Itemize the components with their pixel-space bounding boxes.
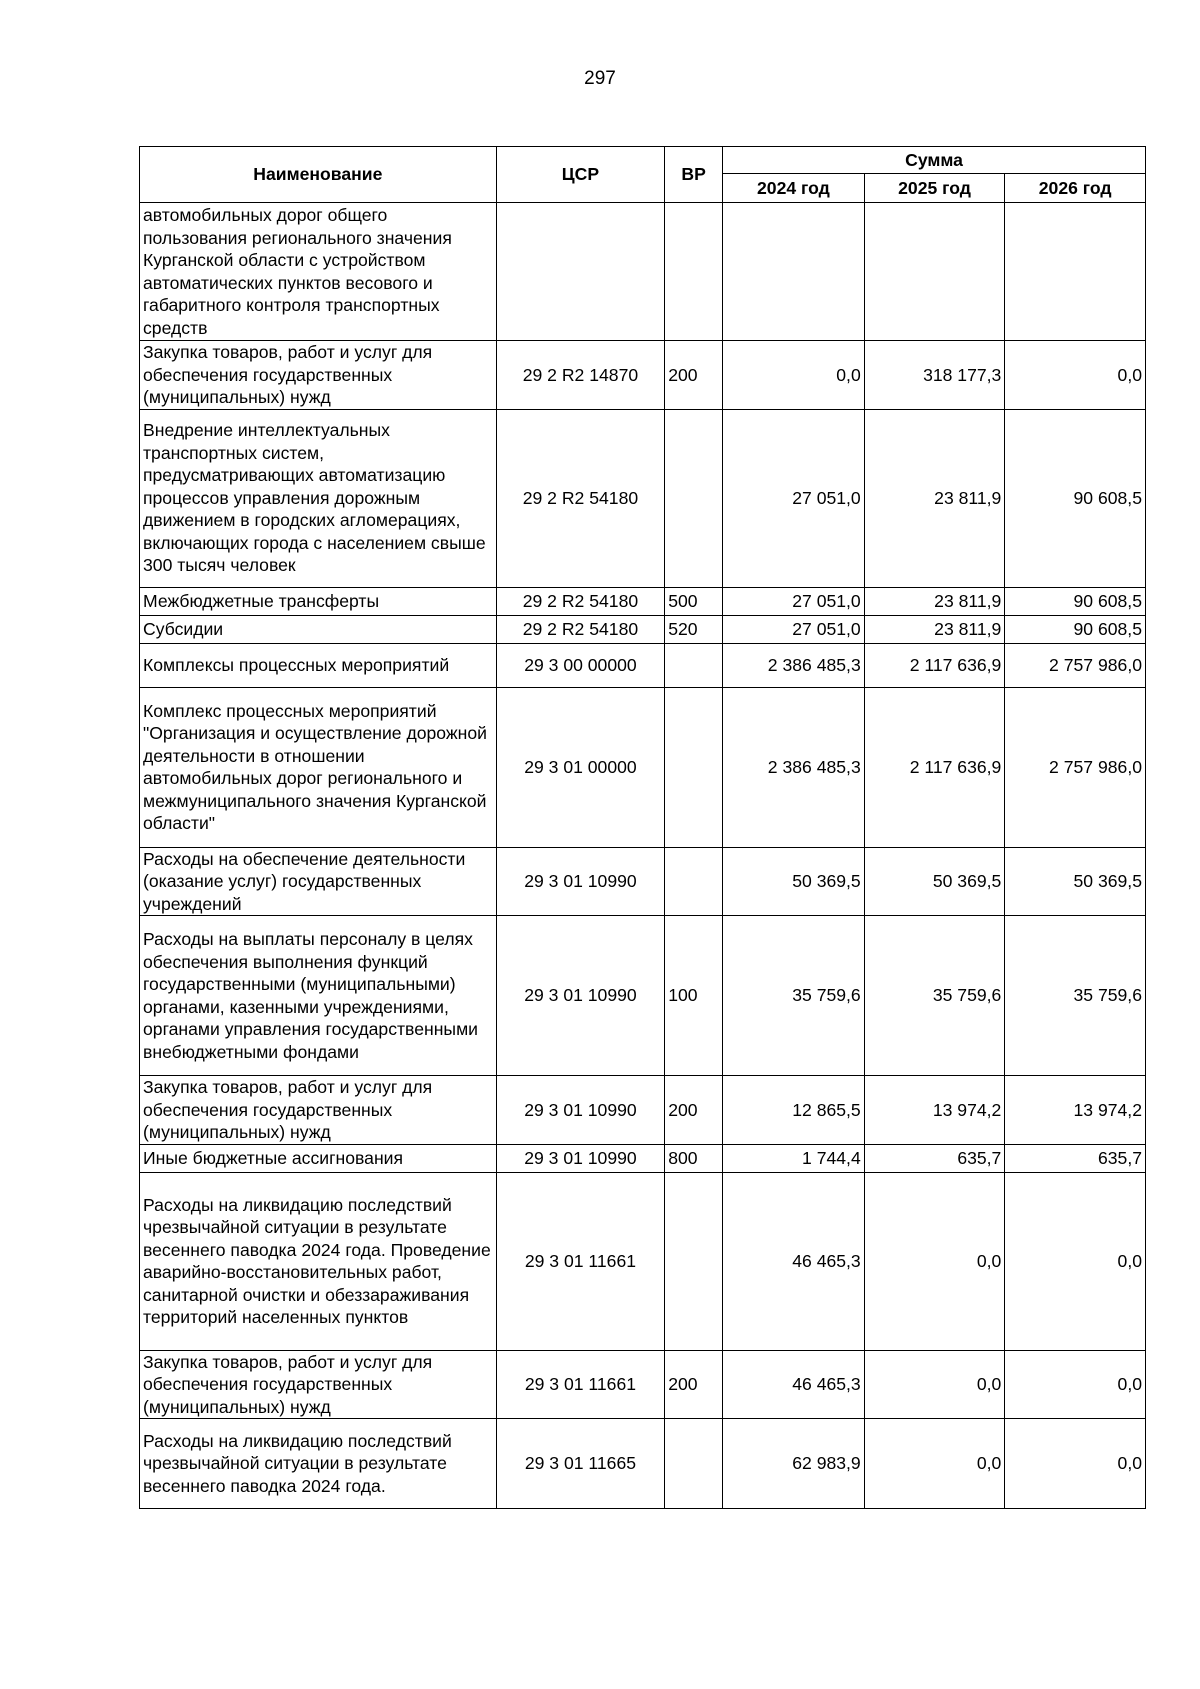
cell-2025: 23 811,9 bbox=[864, 409, 1005, 587]
cell-2025: 635,7 bbox=[864, 1144, 1005, 1172]
cell-2024: 2 386 485,3 bbox=[723, 687, 865, 847]
cell-2024: 46 465,3 bbox=[723, 1350, 865, 1419]
cell-2024: 1 744,4 bbox=[723, 1144, 865, 1172]
cell-csr: 29 2 R2 14870 bbox=[496, 341, 665, 410]
table-row bbox=[140, 1076, 1146, 1145]
table-row bbox=[140, 1419, 1146, 1509]
table-row bbox=[140, 847, 1146, 916]
table-row bbox=[140, 687, 1146, 847]
cell-vr: 200 bbox=[665, 341, 723, 410]
cell-2024: 27 051,0 bbox=[723, 409, 865, 587]
budget-table bbox=[139, 146, 1146, 1509]
cell-2026: 2 757 986,0 bbox=[1005, 687, 1146, 847]
cell-2025: 0,0 bbox=[864, 1172, 1005, 1350]
cell-2025: 0,0 bbox=[864, 1419, 1005, 1509]
cell-csr: 29 3 00 00000 bbox=[496, 643, 665, 687]
cell-2026: 35 759,6 bbox=[1005, 916, 1146, 1076]
cell-2025: 13 974,2 bbox=[864, 1076, 1005, 1145]
cell-2026: 0,0 bbox=[1005, 1172, 1146, 1350]
cell-2024: 46 465,3 bbox=[723, 1172, 865, 1350]
cell-2024: 62 983,9 bbox=[723, 1419, 865, 1509]
cell-vr: 100 bbox=[665, 916, 723, 1076]
cell-vr bbox=[665, 409, 723, 587]
cell-2025: 50 369,5 bbox=[864, 847, 1005, 916]
cell-2025: 318 177,3 bbox=[864, 341, 1005, 410]
cell-2026: 90 608,5 bbox=[1005, 409, 1146, 587]
cell-csr: 29 3 01 11661 bbox=[496, 1172, 665, 1350]
cell-name: Расходы на выплаты персоналу в целях обеспечения выполнения функций государственными (муниципальными) органами, казенными учреждениями, органами управления государственными внебюджетными фондами bbox=[140, 916, 497, 1076]
header-sum: Сумма bbox=[723, 147, 1146, 174]
cell-vr: 200 bbox=[665, 1076, 723, 1145]
cell-csr bbox=[496, 203, 665, 341]
cell-name: Субсидии bbox=[140, 615, 497, 643]
cell-csr: 29 2 R2 54180 bbox=[496, 409, 665, 587]
cell-vr: 520 bbox=[665, 615, 723, 643]
cell-csr: 29 3 01 11661 bbox=[496, 1350, 665, 1419]
cell-vr bbox=[665, 203, 723, 341]
cell-csr: 29 2 R2 54180 bbox=[496, 615, 665, 643]
cell-name: автомобильных дорог общего пользования регионального значения Курганской области с устройством автоматических пунктов весового и габаритного контроля транспортных средств bbox=[140, 203, 497, 341]
table-row bbox=[140, 341, 1146, 410]
cell-2025: 0,0 bbox=[864, 1350, 1005, 1419]
table-row bbox=[140, 1144, 1146, 1172]
cell-2025: 35 759,6 bbox=[864, 916, 1005, 1076]
cell-vr: 800 bbox=[665, 1144, 723, 1172]
cell-2024: 0,0 bbox=[723, 341, 865, 410]
cell-csr: 29 3 01 10990 bbox=[496, 1076, 665, 1145]
table-row bbox=[140, 587, 1146, 615]
cell-vr bbox=[665, 643, 723, 687]
table-row bbox=[140, 643, 1146, 687]
cell-2026: 90 608,5 bbox=[1005, 615, 1146, 643]
cell-name: Расходы на обеспечение деятельности (оказание услуг) государственных учреждений bbox=[140, 847, 497, 916]
table-row bbox=[140, 1172, 1146, 1350]
cell-name: Расходы на ликвидацию последствий чрезвычайной ситуации в результате весеннего паводка 2024 года. Проведение аварийно-восстановительных работ, санитарной очистки и обеззараживания территорий населенных пунктов bbox=[140, 1172, 497, 1350]
cell-name: Иные бюджетные ассигнования bbox=[140, 1144, 497, 1172]
cell-2024: 50 369,5 bbox=[723, 847, 865, 916]
table-row bbox=[140, 203, 1146, 341]
cell-csr: 29 2 R2 54180 bbox=[496, 587, 665, 615]
cell-name: Закупка товаров, работ и услуг для обеспечения государственных (муниципальных) нужд bbox=[140, 1350, 497, 1419]
cell-vr bbox=[665, 1172, 723, 1350]
cell-vr: 500 bbox=[665, 587, 723, 615]
page-number: 297 bbox=[584, 68, 616, 89]
table-row bbox=[140, 409, 1146, 587]
cell-2025: 2 117 636,9 bbox=[864, 687, 1005, 847]
cell-2026: 0,0 bbox=[1005, 1350, 1146, 1419]
cell-name: Межбюджетные трансферты bbox=[140, 587, 497, 615]
cell-name: Комплексы процессных мероприятий bbox=[140, 643, 497, 687]
cell-name: Внедрение интеллектуальных транспортных систем, предусматривающих автоматизацию процессов управления дорожным движением в городских агломерациях, включающих города с населением свыше 300 тысяч человек bbox=[140, 409, 497, 587]
cell-2024: 27 051,0 bbox=[723, 587, 865, 615]
cell-name: Расходы на ликвидацию последствий чрезвычайной ситуации в результате весеннего паводка 2024 года. bbox=[140, 1419, 497, 1509]
cell-2026: 0,0 bbox=[1005, 341, 1146, 410]
table-row bbox=[140, 916, 1146, 1076]
header-year-2024: 2024 год bbox=[723, 174, 865, 203]
header-year-2025: 2025 год bbox=[864, 174, 1005, 203]
cell-vr: 200 bbox=[665, 1350, 723, 1419]
cell-2026: 50 369,5 bbox=[1005, 847, 1146, 916]
cell-2025: 23 811,9 bbox=[864, 587, 1005, 615]
cell-csr: 29 3 01 11665 bbox=[496, 1419, 665, 1509]
cell-name: Комплекс процессных мероприятий "Организация и осуществление дорожной деятельности в отношении автомобильных дорог регионального и межмуниципального значения Курганской области" bbox=[140, 687, 497, 847]
cell-name: Закупка товаров, работ и услуг для обеспечения государственных (муниципальных) нужд bbox=[140, 341, 497, 410]
header-csr: ЦСР bbox=[496, 147, 665, 203]
table-row bbox=[140, 1350, 1146, 1419]
table-body bbox=[140, 203, 1146, 1509]
cell-2026: 0,0 bbox=[1005, 1419, 1146, 1509]
cell-2025: 23 811,9 bbox=[864, 615, 1005, 643]
cell-csr: 29 3 01 10990 bbox=[496, 916, 665, 1076]
cell-vr bbox=[665, 687, 723, 847]
cell-2026 bbox=[1005, 203, 1146, 341]
cell-2024: 2 386 485,3 bbox=[723, 643, 865, 687]
cell-csr: 29 3 01 10990 bbox=[496, 1144, 665, 1172]
cell-2024: 35 759,6 bbox=[723, 916, 865, 1076]
cell-csr: 29 3 01 10990 bbox=[496, 847, 665, 916]
table-row bbox=[140, 615, 1146, 643]
cell-vr bbox=[665, 1419, 723, 1509]
header-vr: ВР bbox=[665, 147, 723, 203]
cell-2026: 13 974,2 bbox=[1005, 1076, 1146, 1145]
header-year-2026: 2026 год bbox=[1005, 174, 1146, 203]
cell-2024 bbox=[723, 203, 865, 341]
cell-vr bbox=[665, 847, 723, 916]
cell-2026: 635,7 bbox=[1005, 1144, 1146, 1172]
cell-name: Закупка товаров, работ и услуг для обеспечения государственных (муниципальных) нужд bbox=[140, 1076, 497, 1145]
cell-2024: 12 865,5 bbox=[723, 1076, 865, 1145]
cell-2026: 2 757 986,0 bbox=[1005, 643, 1146, 687]
cell-csr: 29 3 01 00000 bbox=[496, 687, 665, 847]
cell-2024: 27 051,0 bbox=[723, 615, 865, 643]
header-name: Наименование bbox=[140, 147, 497, 203]
cell-2025: 2 117 636,9 bbox=[864, 643, 1005, 687]
cell-2026: 90 608,5 bbox=[1005, 587, 1146, 615]
cell-2025 bbox=[864, 203, 1005, 341]
